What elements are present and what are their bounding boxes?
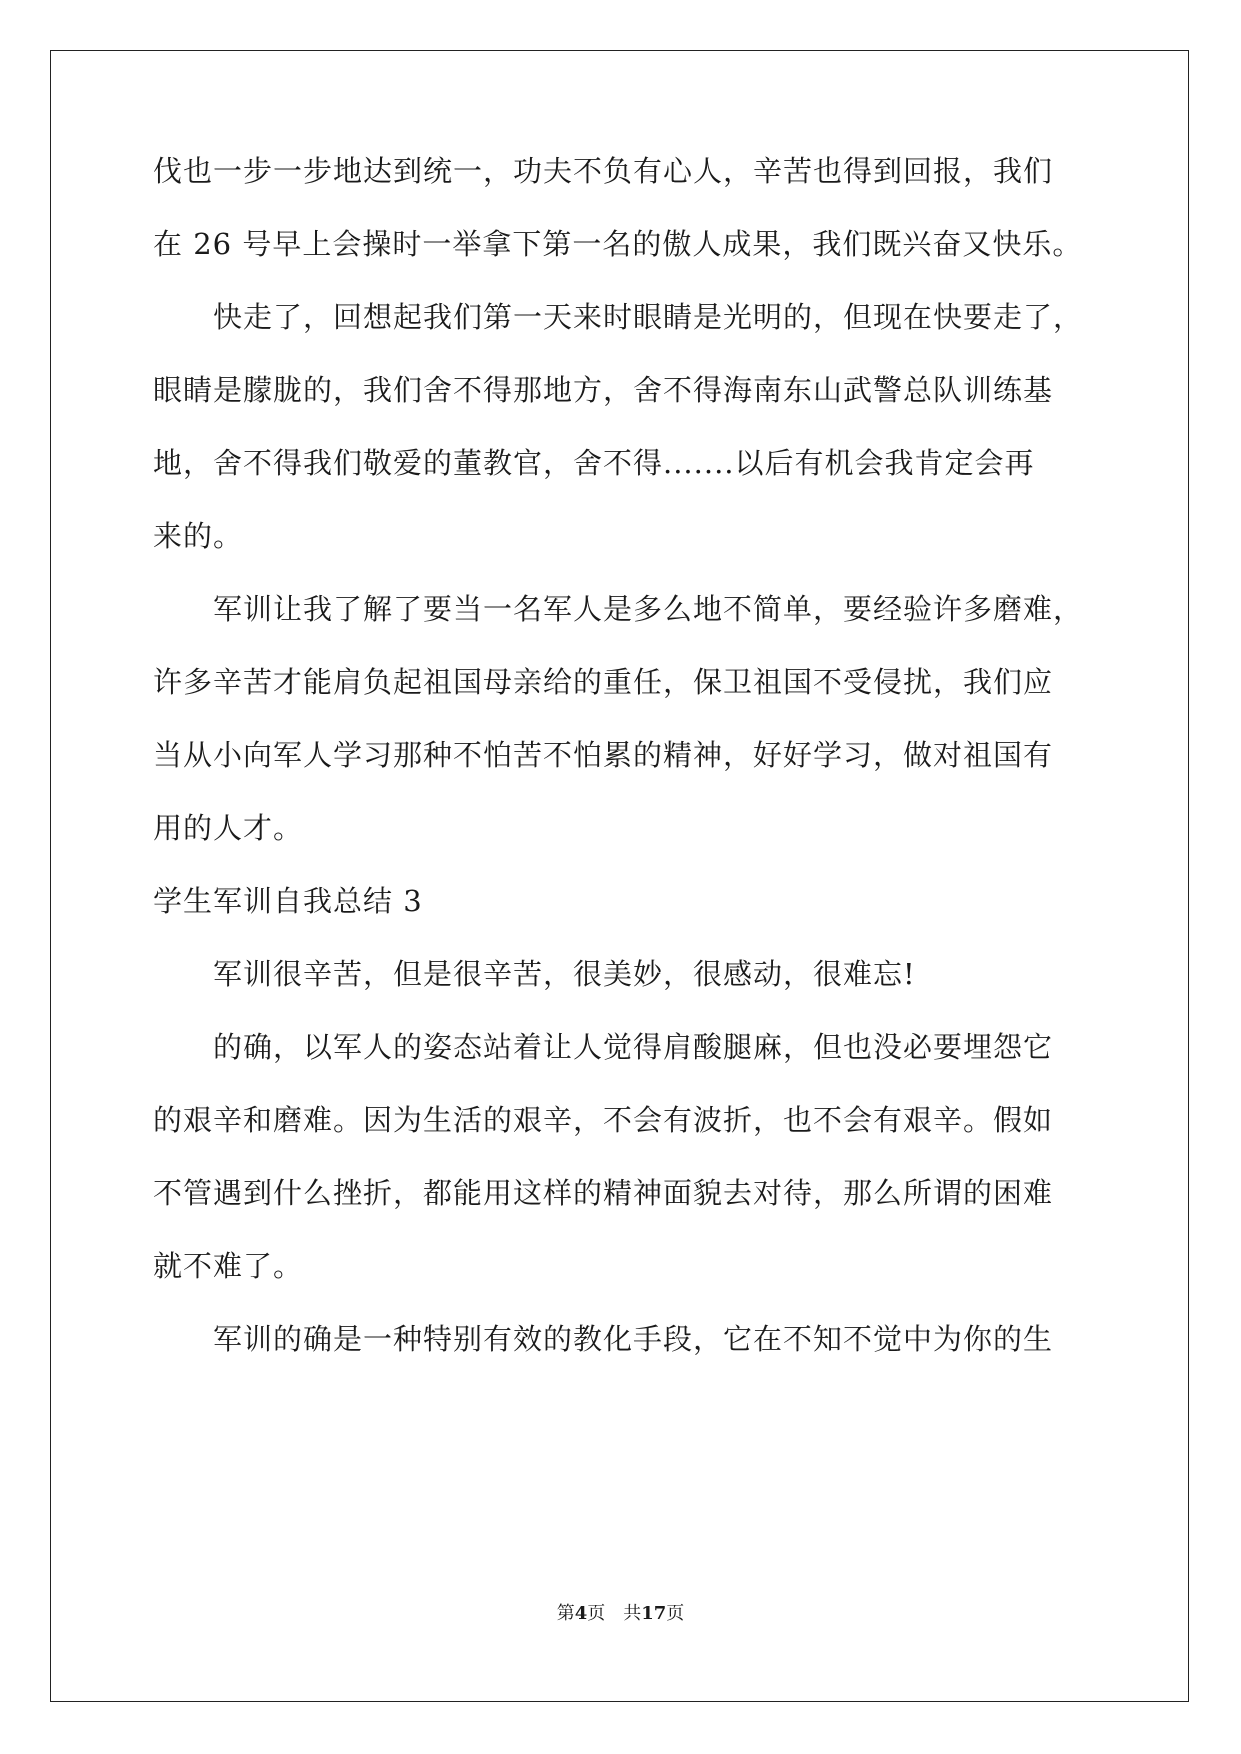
paragraph-start-line: 的确，以军人的姿态站着让人觉得肩酸腿麻，但也没必要埋怨它 [213,1030,1054,1064]
body-line-10: 用的人才。 [153,811,304,845]
body-line-9: 当从小向军人学习那种不怕苦不怕累的精神，好好学习，做对祖国有 [153,738,1054,772]
page-border [50,50,1189,1702]
footer-total-pages: 17 [641,1603,667,1624]
paragraph-start-line: 快走了，回想起我们第一天来时眼睛是光明的，但现在快要走了， [213,300,1084,334]
body-line-16: 就不难了。 [153,1249,304,1283]
body-line-4: 眼睛是朦胧的，我们舍不得那地方，舍不得海南东山武警总队训练基 [153,373,1054,407]
body-line-8: 许多辛苦才能肩负起祖国母亲给的重任，保卫祖国不受侵扰，我们应 [153,665,1054,699]
paragraph-start-line: 军训的确是一种特别有效的教化手段，它在不知不觉中为你的生 [213,1322,1054,1356]
section-heading: 学生军训自我总结 3 [153,884,423,918]
body-line-15: 不管遇到什么挫折，都能用这样的精神面貌去对待，那么所谓的困难 [153,1176,1054,1210]
footer-total-prefix: 共 [623,1603,642,1624]
footer-total-suffix: 页 [666,1603,685,1624]
body-line-14: 的艰辛和磨难。因为生活的艰辛，不会有波折，也不会有艰辛。假如 [153,1103,1054,1137]
page-footer [0,1602,1241,1626]
footer-page-number: 4 [574,1603,588,1624]
body-line-2: 在 26 号早上会操时一举拿下第一名的傲人成果，我们既兴奋又快乐。 [153,227,1083,261]
footer-page-prefix: 第 [556,1603,575,1624]
footer-page-suffix: 页 [587,1603,606,1624]
paragraph-start-line: 军训让我了解了要当一名军人是多么地不简单，要经验许多磨难， [213,592,1084,626]
body-line-6: 来的。 [153,519,244,553]
paragraph-start-line: 军训很辛苦，但是很辛苦，很美妙，很感动，很难忘! [213,957,916,991]
body-line-1: 伐也一步一步地达到统一，功夫不负有心人，辛苦也得到回报，我们 [153,154,1054,188]
body-line-5: 地，舍不得我们敬爱的董教官，舍不得.......以后有机会我肯定会再 [153,446,1035,480]
